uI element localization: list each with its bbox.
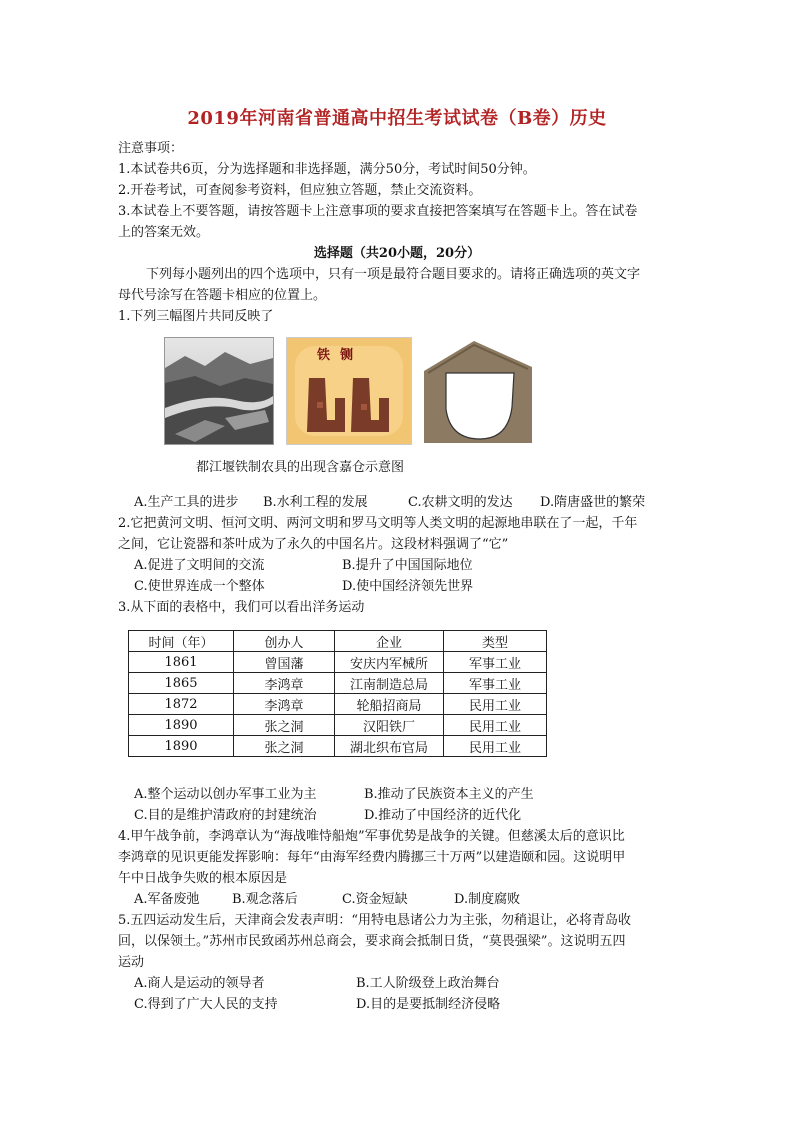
option-b[interactable]: B.水利工程的发展 <box>263 495 368 510</box>
option-b[interactable]: B.推动了民族资本主义的产生 <box>364 787 534 802</box>
table-header: 时间（年） <box>129 631 234 652</box>
option-d[interactable]: D.目的是要抵制经济侵略 <box>356 997 501 1012</box>
table-cell: 1872 <box>129 694 234 715</box>
table-row <box>129 652 547 673</box>
question-stem: 运动 <box>118 955 145 970</box>
table-cell: 民用工业 <box>444 736 547 757</box>
question-stem: 1.下列三幅图片共同反映了 <box>118 309 274 324</box>
table-cell: 1861 <box>129 652 234 673</box>
option-a[interactable]: A.生产工具的进步 <box>134 495 239 510</box>
table-cell: 1890 <box>129 736 234 757</box>
option-a[interactable]: A.促进了文明间的交流 <box>134 558 265 573</box>
table-header: 企业 <box>335 631 444 652</box>
table-row <box>129 715 547 736</box>
table-cell: 1865 <box>129 673 234 694</box>
table-row <box>129 673 547 694</box>
table-cell: 张之洞 <box>234 715 335 736</box>
table-cell: 军事工业 <box>444 652 547 673</box>
option-d[interactable]: D.使中国经济领先世界 <box>342 579 474 594</box>
table-cell: 李鸿章 <box>234 673 335 694</box>
option-b[interactable]: B.观念落后 <box>232 892 298 907</box>
iron-tools-image <box>286 337 412 445</box>
table-header-row <box>129 631 547 652</box>
table-cell: 军事工业 <box>444 673 547 694</box>
option-c[interactable]: C.资金短缺 <box>342 892 408 907</box>
question-stem: 4.甲午战争前，李鸿章认为“海战唯恃船炮”军事优势是战争的关键。但慈溪太后的意识比 <box>118 829 625 844</box>
option-a[interactable]: A.军备废弛 <box>134 892 200 907</box>
table-cell: 1890 <box>129 715 234 736</box>
question-stem: 午中日战争失败的根本原因是 <box>118 871 288 886</box>
question-stem: 李鸿章的见识更能发挥影响：每年“由海军经费内腾挪三十万两”以建造颐和园。这说明甲 <box>118 850 626 865</box>
table-cell: 江南制造总局 <box>335 673 444 694</box>
option-a[interactable]: A.整个运动以创办军事工业为主 <box>134 787 317 802</box>
option-b[interactable]: B.提升了中国国际地位 <box>342 558 473 573</box>
question-stem: 回，以保领土。”苏州市民致函苏州总商会，要求商会抵制日货，“莫畏强梁”。这说明五四 <box>118 934 626 949</box>
table-cell: 民用工业 <box>444 715 547 736</box>
page-title: 2019年河南省普通高中招生考试试卷（B卷）历史 <box>187 108 607 129</box>
table-cell: 曾国藩 <box>234 652 335 673</box>
dujiangyan-photo <box>164 337 274 445</box>
question-stem: 2.它把黄河文明、恒河文明、两河文明和罗马文明等人类文明的起源地串联在了一起，千年 <box>118 516 638 531</box>
notes-heading: 注意事项： <box>118 141 184 156</box>
option-c[interactable]: C.使世界连成一个整体 <box>134 579 265 594</box>
table-cell: 李鸿章 <box>234 694 335 715</box>
option-c[interactable]: C.得到了广大人民的支持 <box>134 997 278 1012</box>
yangwu-table <box>128 630 547 757</box>
note-item: 2.开卷考试，可查阅参考资料，但应独立答题，禁止交流资料。 <box>118 183 482 198</box>
table-header: 类型 <box>444 631 547 652</box>
image-label: 铁铡 <box>317 348 364 363</box>
table-row <box>129 736 547 757</box>
table-cell: 安庆内军械所 <box>335 652 444 673</box>
option-a[interactable]: A.商人是运动的领导者 <box>134 976 265 991</box>
option-d[interactable]: D.制度腐败 <box>454 892 521 907</box>
table-cell: 轮船招商局 <box>335 694 444 715</box>
option-d[interactable]: D.隋唐盛世的繁荣 <box>540 495 646 510</box>
hanjia-granary-diagram <box>424 337 532 443</box>
option-b[interactable]: B.工人阶级登上政治舞台 <box>356 976 500 991</box>
section-heading: 选择题（共20小题，20分） <box>313 246 481 261</box>
section-intro: 母代号涂写在答题卡相应的位置上。 <box>118 288 327 303</box>
table-cell: 湖北织布官局 <box>335 736 444 757</box>
table-header: 创办人 <box>234 631 335 652</box>
table-cell: 汉阳铁厂 <box>335 715 444 736</box>
section-intro: 下列每小题列出的四个选项中，只有一项是最符合题目要求的。请将正确选项的英文字 <box>146 267 641 282</box>
table-row <box>129 694 547 715</box>
option-c[interactable]: C.农耕文明的发达 <box>408 495 513 510</box>
note-item: 上的答案无效。 <box>118 225 210 240</box>
note-item: 1.本试卷共6页，分为选择题和非选择题，满分50分，考试时间50分钟。 <box>118 162 536 177</box>
option-c[interactable]: C.目的是维护清政府的封建统治 <box>134 808 317 823</box>
table-cell: 民用工业 <box>444 694 547 715</box>
question-stem: 5.五四运动发生后，天津商会发表声明：“用特电恳诸公力为主张，勿稍退让，必将青岛收 <box>118 913 632 928</box>
question-stem: 之间，它让瓷器和茶叶成为了永久的中国名片。这段材料强调了“它” <box>118 537 509 552</box>
note-item: 3.本试卷上不要答题，请按答题卡上注意事项的要求直接把答案填写在答题卡上。答在试卷 <box>118 204 638 219</box>
table-cell: 张之洞 <box>234 736 335 757</box>
option-d[interactable]: D.推动了中国经济的近代化 <box>364 808 522 823</box>
question-stem: 3.从下面的表格中，我们可以看出洋务运动 <box>118 600 365 615</box>
images-caption: 都江堰铁制农具的出现含嘉仓示意图 <box>196 460 405 475</box>
